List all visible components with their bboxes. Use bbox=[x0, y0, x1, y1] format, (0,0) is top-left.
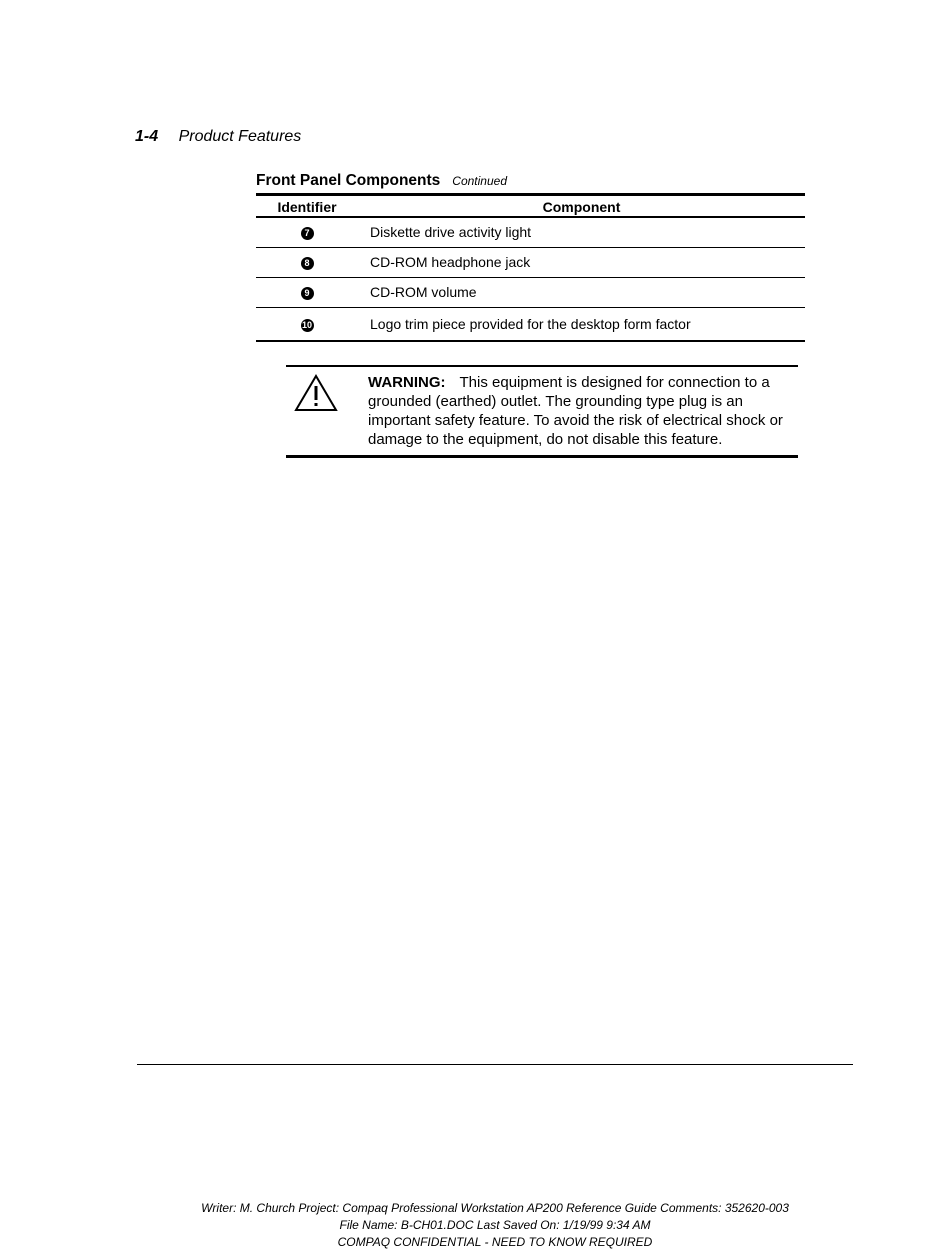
table-title: Front Panel Components bbox=[256, 172, 441, 189]
footer-line-file: File Name: B-CH01.DOC Last Saved On: 1/19/99 9:34 AM bbox=[339, 1218, 651, 1232]
footer-line-confidential: COMPAQ CONFIDENTIAL - NEED TO KNOW REQUIRED bbox=[337, 1235, 653, 1249]
identifier-badge: 8 bbox=[301, 257, 314, 270]
component-cell: Logo trim piece provided for the desktop form factor bbox=[370, 315, 691, 332]
footer-divider bbox=[137, 1064, 853, 1065]
warning-body: This equipment is designed for connection to a grounded (earthed) outlet. The grounding type plug is an important safety feature. To avoid the risk of electrical shock or damage to the equipment, do not disable this feature. bbox=[368, 374, 783, 448]
component-cell: CD-ROM volume bbox=[370, 284, 477, 300]
column-header-identifier: Identifier bbox=[277, 199, 337, 215]
warning-label: WARNING: bbox=[368, 374, 446, 391]
table-row bbox=[256, 217, 805, 247]
running-header bbox=[135, 128, 301, 146]
identifier-badge: 10 bbox=[301, 319, 312, 330]
table-row bbox=[256, 307, 805, 341]
warning-box bbox=[286, 365, 798, 458]
footer-line-writer: Writer: M. Church Project: Compaq Professional Workstation AP200 Reference Guide Comments: 352620-003 bbox=[201, 1201, 789, 1215]
identifier-badge: 9 bbox=[301, 287, 314, 300]
section-title: Product Features bbox=[178, 128, 302, 145]
table-row bbox=[256, 277, 805, 307]
table-header-row bbox=[256, 195, 805, 218]
components-table bbox=[256, 193, 805, 342]
table-row bbox=[256, 247, 805, 277]
page-number: 1-4 bbox=[135, 128, 159, 145]
column-header-component: Component bbox=[542, 199, 621, 215]
identifier-badge: 7 bbox=[301, 227, 314, 240]
component-cell: CD-ROM headphone jack bbox=[370, 254, 531, 270]
table-caption bbox=[256, 172, 805, 190]
front-panel-components-table-block bbox=[256, 172, 805, 342]
warning-text bbox=[368, 373, 788, 449]
document-footer bbox=[135, 1200, 855, 1251]
component-cell: Diskette drive activity light bbox=[370, 224, 532, 241]
continued-label: Continued bbox=[452, 174, 508, 188]
warning-triangle-icon bbox=[294, 373, 338, 413]
